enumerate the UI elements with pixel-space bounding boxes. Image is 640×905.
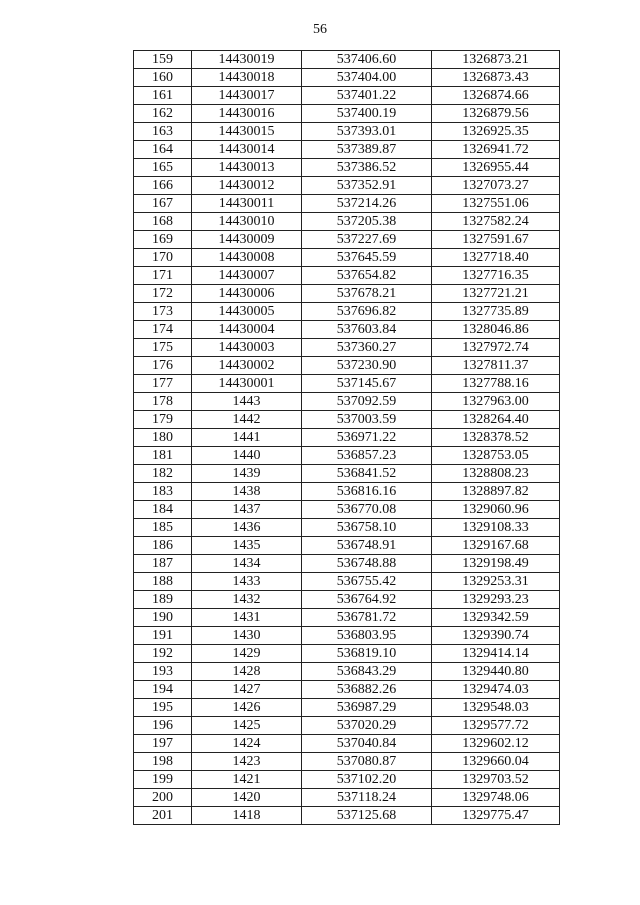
y-coordinate-cell: 1328753.05 bbox=[432, 447, 560, 465]
point-id-cell: 14430014 bbox=[192, 141, 302, 159]
point-id-cell: 1429 bbox=[192, 645, 302, 663]
point-id-cell: 14430004 bbox=[192, 321, 302, 339]
y-coordinate-cell: 1327735.89 bbox=[432, 303, 560, 321]
row-number-cell: 168 bbox=[134, 213, 192, 231]
row-number-cell: 179 bbox=[134, 411, 192, 429]
point-id-cell: 1432 bbox=[192, 591, 302, 609]
point-id-cell: 1421 bbox=[192, 771, 302, 789]
table-row bbox=[134, 663, 560, 681]
table-row bbox=[134, 627, 560, 645]
point-id-cell: 1441 bbox=[192, 429, 302, 447]
y-coordinate-cell: 1326879.56 bbox=[432, 105, 560, 123]
x-coordinate-cell: 537352.91 bbox=[302, 177, 432, 195]
table-row bbox=[134, 249, 560, 267]
table-row bbox=[134, 213, 560, 231]
y-coordinate-cell: 1326955.44 bbox=[432, 159, 560, 177]
x-coordinate-cell: 536987.29 bbox=[302, 699, 432, 717]
x-coordinate-cell: 537214.26 bbox=[302, 195, 432, 213]
point-id-cell: 1443 bbox=[192, 393, 302, 411]
table-row bbox=[134, 609, 560, 627]
x-coordinate-cell: 537092.59 bbox=[302, 393, 432, 411]
point-id-cell: 1423 bbox=[192, 753, 302, 771]
row-number-cell: 197 bbox=[134, 735, 192, 753]
x-coordinate-cell: 537389.87 bbox=[302, 141, 432, 159]
point-id-cell: 1433 bbox=[192, 573, 302, 591]
row-number-cell: 201 bbox=[134, 807, 192, 825]
row-number-cell: 160 bbox=[134, 69, 192, 87]
table-row bbox=[134, 555, 560, 573]
point-id-cell: 14430002 bbox=[192, 357, 302, 375]
point-id-cell: 1428 bbox=[192, 663, 302, 681]
table-row bbox=[134, 177, 560, 195]
table-row bbox=[134, 645, 560, 663]
y-coordinate-cell: 1329474.03 bbox=[432, 681, 560, 699]
x-coordinate-cell: 536755.42 bbox=[302, 573, 432, 591]
y-coordinate-cell: 1329253.31 bbox=[432, 573, 560, 591]
y-coordinate-cell: 1329440.80 bbox=[432, 663, 560, 681]
y-coordinate-cell: 1329548.03 bbox=[432, 699, 560, 717]
x-coordinate-cell: 537080.87 bbox=[302, 753, 432, 771]
y-coordinate-cell: 1328897.82 bbox=[432, 483, 560, 501]
point-id-cell: 14430018 bbox=[192, 69, 302, 87]
row-number-cell: 193 bbox=[134, 663, 192, 681]
table-row bbox=[134, 501, 560, 519]
table-row bbox=[134, 141, 560, 159]
point-id-cell: 1430 bbox=[192, 627, 302, 645]
row-number-cell: 192 bbox=[134, 645, 192, 663]
y-coordinate-cell: 1326873.43 bbox=[432, 69, 560, 87]
y-coordinate-cell: 1327591.67 bbox=[432, 231, 560, 249]
row-number-cell: 195 bbox=[134, 699, 192, 717]
row-number-cell: 180 bbox=[134, 429, 192, 447]
x-coordinate-cell: 537393.01 bbox=[302, 123, 432, 141]
row-number-cell: 182 bbox=[134, 465, 192, 483]
x-coordinate-cell: 537145.67 bbox=[302, 375, 432, 393]
y-coordinate-cell: 1328808.23 bbox=[432, 465, 560, 483]
x-coordinate-cell: 537360.27 bbox=[302, 339, 432, 357]
y-coordinate-cell: 1326873.21 bbox=[432, 51, 560, 69]
point-id-cell: 14430003 bbox=[192, 339, 302, 357]
point-id-cell: 14430008 bbox=[192, 249, 302, 267]
point-id-cell: 14430015 bbox=[192, 123, 302, 141]
x-coordinate-cell: 537020.29 bbox=[302, 717, 432, 735]
point-id-cell: 14430013 bbox=[192, 159, 302, 177]
y-coordinate-cell: 1329293.23 bbox=[432, 591, 560, 609]
row-number-cell: 194 bbox=[134, 681, 192, 699]
point-id-cell: 1436 bbox=[192, 519, 302, 537]
table-row bbox=[134, 339, 560, 357]
table-row bbox=[134, 285, 560, 303]
row-number-cell: 191 bbox=[134, 627, 192, 645]
x-coordinate-cell: 537386.52 bbox=[302, 159, 432, 177]
point-id-cell: 1431 bbox=[192, 609, 302, 627]
y-coordinate-cell: 1329703.52 bbox=[432, 771, 560, 789]
row-number-cell: 200 bbox=[134, 789, 192, 807]
table-row bbox=[134, 753, 560, 771]
point-id-cell: 1435 bbox=[192, 537, 302, 555]
coordinate-table-body bbox=[134, 51, 560, 825]
point-id-cell: 14430001 bbox=[192, 375, 302, 393]
row-number-cell: 174 bbox=[134, 321, 192, 339]
row-number-cell: 188 bbox=[134, 573, 192, 591]
x-coordinate-cell: 537040.84 bbox=[302, 735, 432, 753]
table-row bbox=[134, 393, 560, 411]
row-number-cell: 173 bbox=[134, 303, 192, 321]
table-row bbox=[134, 699, 560, 717]
row-number-cell: 199 bbox=[134, 771, 192, 789]
row-number-cell: 176 bbox=[134, 357, 192, 375]
table-row bbox=[134, 429, 560, 447]
y-coordinate-cell: 1329602.12 bbox=[432, 735, 560, 753]
row-number-cell: 172 bbox=[134, 285, 192, 303]
x-coordinate-cell: 537406.60 bbox=[302, 51, 432, 69]
y-coordinate-cell: 1327718.40 bbox=[432, 249, 560, 267]
x-coordinate-cell: 537603.84 bbox=[302, 321, 432, 339]
y-coordinate-cell: 1326874.66 bbox=[432, 87, 560, 105]
x-coordinate-cell: 537230.90 bbox=[302, 357, 432, 375]
point-id-cell: 14430007 bbox=[192, 267, 302, 285]
point-id-cell: 14430010 bbox=[192, 213, 302, 231]
row-number-cell: 183 bbox=[134, 483, 192, 501]
y-coordinate-cell: 1329198.49 bbox=[432, 555, 560, 573]
table-row bbox=[134, 69, 560, 87]
x-coordinate-cell: 536971.22 bbox=[302, 429, 432, 447]
point-id-cell: 1438 bbox=[192, 483, 302, 501]
table-row bbox=[134, 537, 560, 555]
table-row bbox=[134, 411, 560, 429]
table-row bbox=[134, 87, 560, 105]
row-number-cell: 163 bbox=[134, 123, 192, 141]
row-number-cell: 190 bbox=[134, 609, 192, 627]
row-number-cell: 164 bbox=[134, 141, 192, 159]
x-coordinate-cell: 536770.08 bbox=[302, 501, 432, 519]
x-coordinate-cell: 537118.24 bbox=[302, 789, 432, 807]
y-coordinate-cell: 1327811.37 bbox=[432, 357, 560, 375]
point-id-cell: 14430009 bbox=[192, 231, 302, 249]
y-coordinate-cell: 1329577.72 bbox=[432, 717, 560, 735]
table-row bbox=[134, 591, 560, 609]
point-id-cell: 1434 bbox=[192, 555, 302, 573]
table-row bbox=[134, 789, 560, 807]
table-row bbox=[134, 267, 560, 285]
point-id-cell: 1439 bbox=[192, 465, 302, 483]
row-number-cell: 189 bbox=[134, 591, 192, 609]
table-row bbox=[134, 375, 560, 393]
table-row bbox=[134, 717, 560, 735]
point-id-cell: 1420 bbox=[192, 789, 302, 807]
row-number-cell: 159 bbox=[134, 51, 192, 69]
row-number-cell: 187 bbox=[134, 555, 192, 573]
table-row bbox=[134, 483, 560, 501]
x-coordinate-cell: 536841.52 bbox=[302, 465, 432, 483]
table-row bbox=[134, 231, 560, 249]
point-id-cell: 1437 bbox=[192, 501, 302, 519]
y-coordinate-cell: 1328378.52 bbox=[432, 429, 560, 447]
table-row bbox=[134, 465, 560, 483]
y-coordinate-cell: 1329748.06 bbox=[432, 789, 560, 807]
point-id-cell: 1418 bbox=[192, 807, 302, 825]
point-id-cell: 1426 bbox=[192, 699, 302, 717]
y-coordinate-cell: 1329342.59 bbox=[432, 609, 560, 627]
point-id-cell: 1440 bbox=[192, 447, 302, 465]
x-coordinate-cell: 536816.16 bbox=[302, 483, 432, 501]
x-coordinate-cell: 537696.82 bbox=[302, 303, 432, 321]
table-row bbox=[134, 105, 560, 123]
point-id-cell: 14430017 bbox=[192, 87, 302, 105]
table-row bbox=[134, 771, 560, 789]
y-coordinate-cell: 1326925.35 bbox=[432, 123, 560, 141]
row-number-cell: 162 bbox=[134, 105, 192, 123]
x-coordinate-cell: 537125.68 bbox=[302, 807, 432, 825]
point-id-cell: 14430019 bbox=[192, 51, 302, 69]
point-id-cell: 14430011 bbox=[192, 195, 302, 213]
x-coordinate-cell: 536843.29 bbox=[302, 663, 432, 681]
row-number-cell: 166 bbox=[134, 177, 192, 195]
row-number-cell: 177 bbox=[134, 375, 192, 393]
x-coordinate-cell: 537003.59 bbox=[302, 411, 432, 429]
row-number-cell: 185 bbox=[134, 519, 192, 537]
x-coordinate-cell: 537645.59 bbox=[302, 249, 432, 267]
row-number-cell: 175 bbox=[134, 339, 192, 357]
y-coordinate-cell: 1326941.72 bbox=[432, 141, 560, 159]
table-row bbox=[134, 807, 560, 825]
page-number: 56 bbox=[313, 22, 327, 37]
y-coordinate-cell: 1329108.33 bbox=[432, 519, 560, 537]
table-row bbox=[134, 51, 560, 69]
table-row bbox=[134, 447, 560, 465]
row-number-cell: 196 bbox=[134, 717, 192, 735]
point-id-cell: 1442 bbox=[192, 411, 302, 429]
y-coordinate-cell: 1328264.40 bbox=[432, 411, 560, 429]
x-coordinate-cell: 536857.23 bbox=[302, 447, 432, 465]
row-number-cell: 186 bbox=[134, 537, 192, 555]
row-number-cell: 169 bbox=[134, 231, 192, 249]
row-number-cell: 171 bbox=[134, 267, 192, 285]
point-id-cell: 14430005 bbox=[192, 303, 302, 321]
x-coordinate-cell: 536882.26 bbox=[302, 681, 432, 699]
table-row bbox=[134, 357, 560, 375]
point-id-cell: 14430006 bbox=[192, 285, 302, 303]
row-number-cell: 178 bbox=[134, 393, 192, 411]
y-coordinate-cell: 1327551.06 bbox=[432, 195, 560, 213]
y-coordinate-cell: 1327721.21 bbox=[432, 285, 560, 303]
x-coordinate-cell: 536748.91 bbox=[302, 537, 432, 555]
y-coordinate-cell: 1327963.00 bbox=[432, 393, 560, 411]
x-coordinate-cell: 536748.88 bbox=[302, 555, 432, 573]
point-id-cell: 14430016 bbox=[192, 105, 302, 123]
y-coordinate-cell: 1329660.04 bbox=[432, 753, 560, 771]
y-coordinate-cell: 1327716.35 bbox=[432, 267, 560, 285]
x-coordinate-cell: 536819.10 bbox=[302, 645, 432, 663]
row-number-cell: 165 bbox=[134, 159, 192, 177]
table-row bbox=[134, 303, 560, 321]
table-row bbox=[134, 519, 560, 537]
x-coordinate-cell: 537404.00 bbox=[302, 69, 432, 87]
y-coordinate-cell: 1327788.16 bbox=[432, 375, 560, 393]
point-id-cell: 1424 bbox=[192, 735, 302, 753]
row-number-cell: 167 bbox=[134, 195, 192, 213]
y-coordinate-cell: 1327972.74 bbox=[432, 339, 560, 357]
point-id-cell: 14430012 bbox=[192, 177, 302, 195]
x-coordinate-cell: 536764.92 bbox=[302, 591, 432, 609]
y-coordinate-cell: 1329060.96 bbox=[432, 501, 560, 519]
table-row bbox=[134, 573, 560, 591]
table-row bbox=[134, 321, 560, 339]
y-coordinate-cell: 1327073.27 bbox=[432, 177, 560, 195]
table-row bbox=[134, 735, 560, 753]
row-number-cell: 198 bbox=[134, 753, 192, 771]
table-row bbox=[134, 159, 560, 177]
table-row bbox=[134, 681, 560, 699]
y-coordinate-cell: 1327582.24 bbox=[432, 213, 560, 231]
x-coordinate-cell: 537205.38 bbox=[302, 213, 432, 231]
row-number-cell: 181 bbox=[134, 447, 192, 465]
y-coordinate-cell: 1329775.47 bbox=[432, 807, 560, 825]
coordinate-table bbox=[133, 50, 560, 825]
y-coordinate-cell: 1328046.86 bbox=[432, 321, 560, 339]
row-number-cell: 184 bbox=[134, 501, 192, 519]
y-coordinate-cell: 1329414.14 bbox=[432, 645, 560, 663]
row-number-cell: 161 bbox=[134, 87, 192, 105]
x-coordinate-cell: 537401.22 bbox=[302, 87, 432, 105]
x-coordinate-cell: 537227.69 bbox=[302, 231, 432, 249]
point-id-cell: 1425 bbox=[192, 717, 302, 735]
y-coordinate-cell: 1329390.74 bbox=[432, 627, 560, 645]
x-coordinate-cell: 536803.95 bbox=[302, 627, 432, 645]
row-number-cell: 170 bbox=[134, 249, 192, 267]
x-coordinate-cell: 537400.19 bbox=[302, 105, 432, 123]
x-coordinate-cell: 536781.72 bbox=[302, 609, 432, 627]
x-coordinate-cell: 537102.20 bbox=[302, 771, 432, 789]
table-row bbox=[134, 195, 560, 213]
y-coordinate-cell: 1329167.68 bbox=[432, 537, 560, 555]
x-coordinate-cell: 537654.82 bbox=[302, 267, 432, 285]
table-row bbox=[134, 123, 560, 141]
x-coordinate-cell: 537678.21 bbox=[302, 285, 432, 303]
point-id-cell: 1427 bbox=[192, 681, 302, 699]
x-coordinate-cell: 536758.10 bbox=[302, 519, 432, 537]
